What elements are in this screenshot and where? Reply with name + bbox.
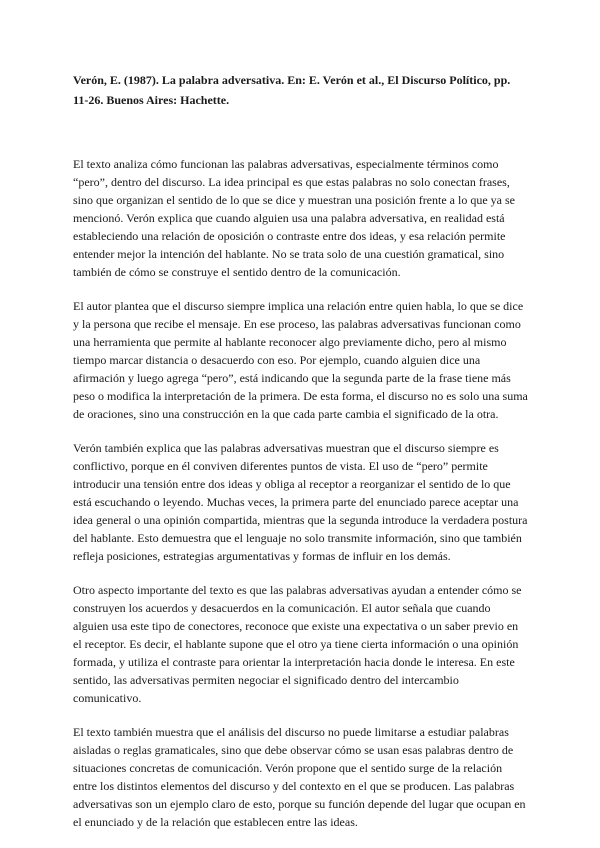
citation-heading: Verón, E. (1987). La palabra adversativa. En: E. Verón et al., El Discurso Político, pp. 11-26. Buenos Aires: Hachette. [73,73,511,107]
paragraph-4: Otro aspecto importante del texto es que las palabras adversativas ayudan a entender cómo se construyen los acuerdos y desacuerdos en la comunicación. El autor señala que cuando alguien usa este tipo de conectores, reconoce que existe una expectativa o un saber previo en el receptor. Es decir, el hablante supone que el otro ya tiene cierta información o una opinión formada, y utiliza el contraste para orientar la interpretación hacia donde le interesa. En este sentido, las adversativas permiten negociar el significado dentro del intercambio comunicativo. [73,583,522,705]
paragraph-1: El texto analiza cómo funcionan las palabras adversativas, especialmente términos como “pero”, dentro del discurso. La idea principal es que estas palabras no solo conectan frases, sino que organizan el sentido de lo que se dice y muestran una posición frente a lo que ya se mencionó. Verón explica que cuando alguien usa una palabra adversativa, en realidad está estableciendo una relación de oposición o contraste entre dos ideas, y esa relación permite entender mejor la intención del hablante. No se trata solo de una cuestión gramatical, sino también de cómo se construye el sentido dentro de la comunicación. [73,157,515,279]
paragraph-2: El autor plantea que el discurso siempre implica una relación entre quien habla, lo que se dice y la persona que recibe el mensaje. En ese proceso, las palabras adversativas funcionan como una herramienta que permite al hablante reconocer algo previamente dicho, pero al mismo tiempo marcar distancia o desacuerdo con eso. Por ejemplo, cuando alguien dice una afirmación y luego agrega “pero”, está indicando que la segunda parte de la frase tiene más peso o modifica la interpretación de la primera. De esta forma, el discurso no es solo una suma de oraciones, sino una construcción en la que cada parte cambia el significado de la otra. [73,299,528,421]
paragraph-5: El texto también muestra que el análisis del discurso no puede limitarse a estudiar palabras aisladas o reglas gramaticales, sino que debe observar cómo se usan esas palabras dentro de situaciones concretas de comunicación. Verón propone que el sentido surge de la relación entre los distintos elementos del discurso y del contexto en el que se producen. Las palabras adversativas son un ejemplo claro de esto, porque su función depende del lugar que ocupan en el enunciado y de la relación que establecen entre las ideas. [73,725,526,829]
paragraph-3: Verón también explica que las palabras adversativas muestran que el discurso siempre es conflictivo, porque en él conviven diferentes puntos de vista. El uso de “pero” permite introducir una tensión entre dos ideas y obliga al receptor a reorganizar el sentido de lo que está escuchando o leyendo. Muchas veces, la primera parte del enunciado parece aceptar una idea general o una opinión compartida, mientras que la segunda introduce la verdadera postura del hablante. Esto demuestra que el lenguaje no solo transmite información, sino que también refleja posiciones, estrategias argumentativas y formas de influir en los demás. [73,441,528,563]
